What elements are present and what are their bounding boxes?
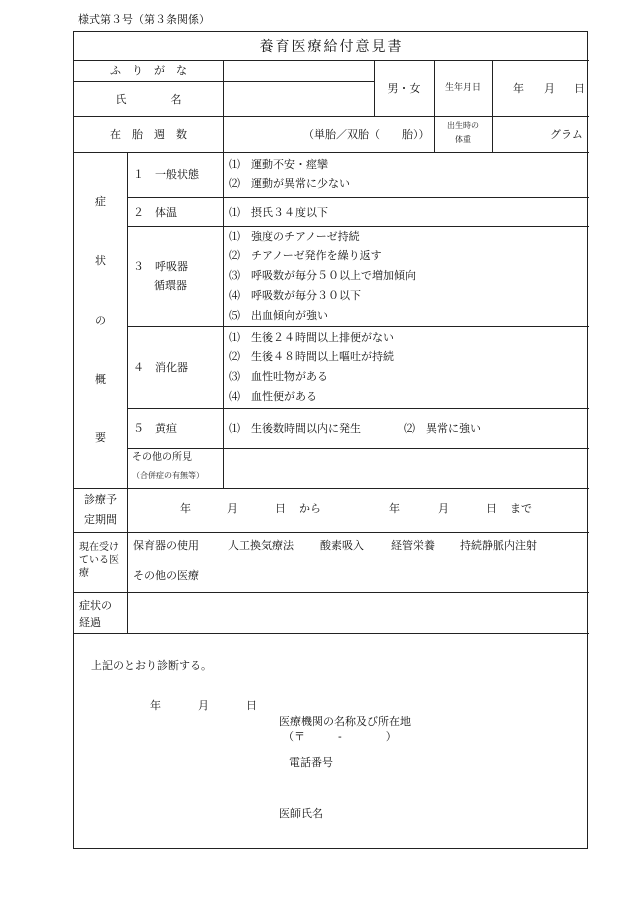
gram-unit: グラム xyxy=(550,128,583,141)
period-label: 定期間 xyxy=(84,513,117,526)
symptom-category: ４ 消化器 xyxy=(133,361,188,374)
symptoms-label-char: 症 xyxy=(95,195,106,208)
treatment-label: 療 xyxy=(79,568,89,579)
divider xyxy=(74,532,589,533)
birth-weight-label: 体重 xyxy=(455,135,471,144)
divider xyxy=(127,408,589,409)
symptom-item: ⑵ 生後４８時間以上嘔吐が持続 xyxy=(229,350,394,363)
postal-code: （〒 - ） xyxy=(283,730,397,743)
phone-label: 電話番号 xyxy=(289,756,333,769)
sign-month: 月 xyxy=(198,699,209,712)
month-unit: 月 xyxy=(544,82,555,95)
progress-label: 症状の xyxy=(79,599,112,612)
symptom-item: ⑴ 強度のチアノーゼ持続 xyxy=(229,230,360,243)
gestation-label: 在 胎 週 数 xyxy=(110,128,187,141)
symptom-item: ⑵ 異常に強い xyxy=(404,422,481,435)
furigana-label: ふ り が な xyxy=(110,64,187,77)
divider xyxy=(127,488,128,633)
divider xyxy=(492,60,493,152)
treatment-option: 持続静脈内注射 xyxy=(460,539,537,552)
symptom-item: ⑸ 出血傾向が強い xyxy=(229,309,328,322)
sign-year: 年 xyxy=(150,699,161,712)
divider xyxy=(74,152,589,153)
divider xyxy=(74,81,374,82)
name-label: 氏 名 xyxy=(115,93,182,106)
treatment-label: ている医 xyxy=(79,555,119,566)
symptom-category: 循環器 xyxy=(154,279,187,292)
symptom-item: ⑷ 血性便がある xyxy=(229,390,317,403)
treatment-option: 酸素吸入 xyxy=(320,539,364,552)
symptom-category: ３ 呼吸器 xyxy=(133,260,188,273)
treatment-label: 現在受け xyxy=(79,542,119,553)
birth-weight-label: 出生時の xyxy=(447,121,479,130)
symptom-category: ５ 黄疸 xyxy=(133,422,177,435)
divider xyxy=(127,152,128,488)
treatment-option: 経管栄養 xyxy=(391,539,435,552)
divider xyxy=(223,152,224,488)
symptoms-label-char: の xyxy=(95,314,106,327)
sex-label: 男・女 xyxy=(387,82,421,95)
period-month: 月 xyxy=(438,502,449,515)
divider xyxy=(74,633,589,634)
symptom-item: ⑷ 呼吸数が毎分３０以下 xyxy=(229,289,361,302)
other-findings-label: その他の所見 xyxy=(132,452,192,463)
divider xyxy=(223,60,224,152)
progress-label: 経過 xyxy=(79,616,101,629)
divider xyxy=(127,448,589,449)
birth-type: （単胎／双胎（ 胎）） xyxy=(303,128,430,141)
treatment-option: 人工換気療法 xyxy=(228,539,294,552)
form-title: 養育医療給付意見書 xyxy=(259,39,404,55)
symptoms-label-char: 要 xyxy=(95,431,106,444)
symptom-item: ⑶ 血性吐物がある xyxy=(229,370,328,383)
symptom-item: ⑴ 運動不安・痙攣 xyxy=(229,158,328,171)
other-treatment: その他の医療 xyxy=(133,569,199,582)
period-year: 年 xyxy=(180,502,191,515)
treatment-option: 保育器の使用 xyxy=(133,539,199,552)
period-day: 日 xyxy=(275,502,286,515)
symptom-item: ⑵ チアノーゼ発作を繰り返す xyxy=(229,249,382,262)
medical-opinion-form xyxy=(73,31,588,849)
year-unit: 年 xyxy=(513,82,524,95)
divider xyxy=(127,197,589,198)
symptoms-label-char: 概 xyxy=(95,373,106,386)
symptom-item: ⑴ 生後数時間以内に発生 xyxy=(229,422,361,435)
other-findings-label: （合併症の有無等） xyxy=(132,471,204,480)
symptom-category: １ 一般状態 xyxy=(133,168,199,181)
divider xyxy=(127,226,589,227)
birthdate-label: 生年月日 xyxy=(444,83,481,93)
divider xyxy=(74,116,589,117)
divider xyxy=(74,488,589,489)
doctor-name-label: 医師氏名 xyxy=(279,807,323,820)
symptom-item: ⑶ 呼吸数が毎分５０以上で増加傾向 xyxy=(229,269,416,282)
divider xyxy=(74,592,589,593)
form-number-label: 様式第３号（第３条関係） xyxy=(78,13,210,26)
period-year: 年 xyxy=(389,502,400,515)
symptoms-label-char: 状 xyxy=(95,254,106,267)
institution-label: 医療機関の名称及び所在地 xyxy=(279,715,411,728)
symptom-item: ⑵ 運動が異常に少ない xyxy=(229,177,350,190)
sign-day: 日 xyxy=(246,699,257,712)
period-from: から xyxy=(299,502,321,515)
symptom-item: ⑴ 摂氏３４度以下 xyxy=(229,206,328,219)
period-to: まで xyxy=(510,502,532,515)
diagnosis-statement: 上記のとおり診断する。 xyxy=(91,659,212,672)
divider xyxy=(127,326,589,327)
symptom-category: ２ 体温 xyxy=(133,206,177,219)
divider xyxy=(74,60,589,61)
period-day: 日 xyxy=(486,502,497,515)
period-label: 診療予 xyxy=(84,493,117,506)
symptom-item: ⑴ 生後２４時間以上排便がない xyxy=(229,331,394,344)
day-unit: 日 xyxy=(574,82,585,95)
period-month: 月 xyxy=(227,502,238,515)
